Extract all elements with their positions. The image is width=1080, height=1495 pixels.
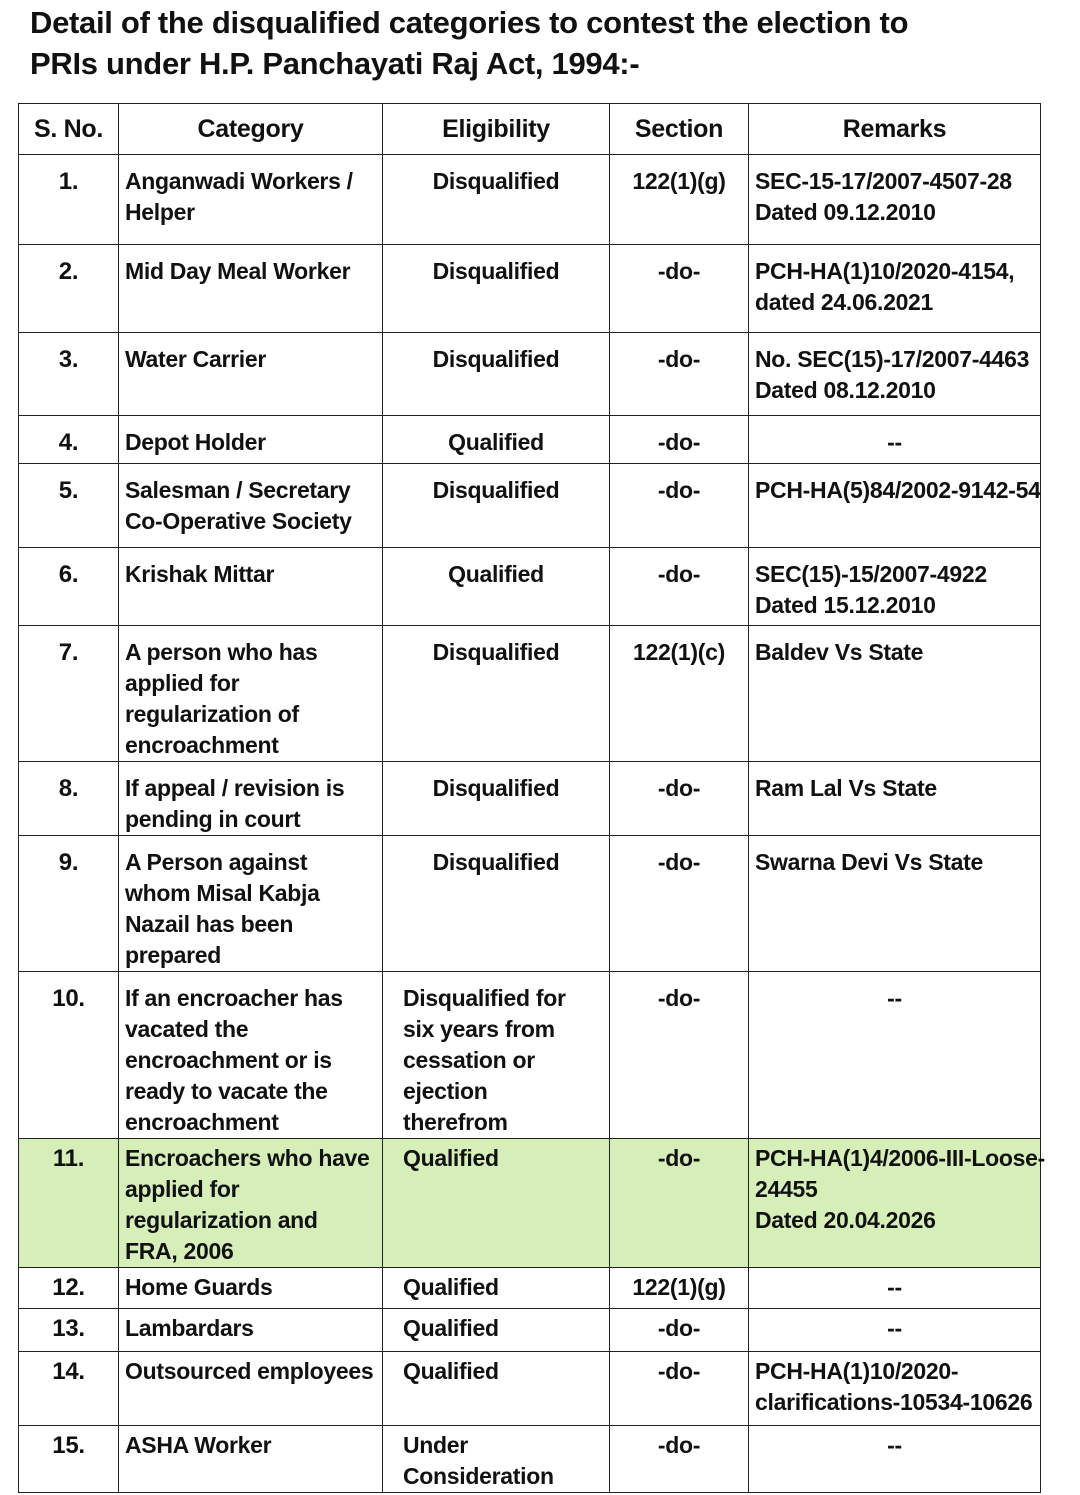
remarks-cell [749, 1352, 1041, 1426]
remarks-line: SEC-15-17/2007-4507-28 [755, 168, 1012, 194]
eligibility-line: Consideration [403, 1463, 554, 1489]
table-row [19, 1309, 1041, 1352]
eligibility-line: Disqualified [432, 477, 560, 503]
category-cell [119, 1139, 383, 1268]
title-line: PRIs under H.P. Panchayati Raj Act, 1994:- [30, 46, 640, 81]
category-line: Outsourced employees [125, 1358, 374, 1384]
remarks-cell [749, 416, 1041, 464]
remarks-line: SEC(15)-15/2007-4922 [755, 561, 987, 587]
eligibility-line: Disqualified [432, 775, 560, 801]
section-cell: -do- [610, 1309, 749, 1352]
remarks-line: PCH-HA(1)10/2020- [755, 1358, 959, 1384]
category-line: FRA, 2006 [125, 1238, 234, 1264]
category-line: encroachment [125, 1109, 279, 1135]
eligibility-cell [383, 972, 610, 1139]
eligibility-line: ejection [403, 1078, 488, 1104]
remarks-cell [749, 836, 1041, 972]
remarks-line: Baldev Vs State [755, 639, 924, 665]
remarks-cell [749, 1139, 1045, 1268]
serial-number-cell: 13. [19, 1309, 119, 1352]
table-row [19, 836, 1041, 972]
remarks-line: Ram Lal Vs State [755, 775, 937, 801]
category-cell [119, 836, 383, 972]
table-row [19, 1268, 1041, 1309]
remarks-cell [749, 762, 1041, 836]
category-line: regularization of [125, 701, 299, 727]
remarks-cell [749, 972, 1041, 1139]
serial-number-cell: 2. [19, 245, 119, 333]
remarks-cell [749, 548, 1041, 626]
header-category: Category [119, 104, 383, 155]
remarks-cell [749, 245, 1041, 333]
eligibility-cell [383, 416, 610, 464]
serial-number-cell: 8. [19, 762, 119, 836]
category-cell [119, 155, 383, 245]
table-row [19, 548, 1041, 626]
remarks-line: No. SEC(15)-17/2007-4463 [755, 346, 1030, 372]
remarks-line: Dated 09.12.2010 [755, 199, 936, 225]
serial-number-cell: 9. [19, 836, 119, 972]
category-line: Lambardars [125, 1315, 254, 1341]
table-row [19, 245, 1041, 333]
eligibility-line: six years from [403, 1016, 555, 1042]
remarks-line: -- [887, 429, 902, 455]
serial-number-cell: 12. [19, 1268, 119, 1309]
remarks-cell [749, 1268, 1041, 1309]
remarks-line: Dated 20.04.2026 [755, 1207, 936, 1233]
category-cell [119, 548, 383, 626]
remarks-line: -- [887, 1274, 902, 1300]
category-line: Helper [125, 199, 195, 225]
header-row [19, 104, 1041, 155]
eligibility-line: Disqualified [432, 168, 560, 194]
eligibility-cell [383, 1309, 610, 1352]
category-line: applied for [125, 670, 240, 696]
table-row [19, 464, 1041, 548]
category-cell [119, 626, 383, 762]
header-remarks: Remarks [749, 104, 1041, 155]
serial-number-cell: 1. [19, 155, 119, 245]
category-line: Depot Holder [125, 429, 266, 455]
category-line: Anganwadi Workers / [125, 168, 353, 194]
eligibility-cell [383, 762, 610, 836]
serial-number-cell: 3. [19, 333, 119, 416]
serial-number-cell: 11. [19, 1139, 119, 1268]
eligibility-cell [383, 333, 610, 416]
eligibility-line: therefrom [403, 1109, 508, 1135]
eligibility-cell [383, 245, 610, 333]
eligibility-line: Disqualified [432, 849, 560, 875]
serial-number-cell: 15. [19, 1426, 119, 1493]
category-line: pending in court [125, 806, 301, 832]
table-row [19, 155, 1041, 245]
section-cell: -do- [610, 1426, 749, 1493]
category-line: applied for [125, 1176, 240, 1202]
category-line: A Person against [125, 849, 308, 875]
category-line: whom Misal Kabja [125, 880, 320, 906]
category-line: Water Carrier [125, 346, 266, 372]
serial-number-cell: 10. [19, 972, 119, 1139]
section-cell: -do- [610, 1139, 749, 1268]
category-line: encroachment or is [125, 1047, 332, 1073]
remarks-cell [749, 626, 1041, 762]
category-line: encroachment [125, 732, 279, 758]
eligibility-cell [383, 836, 610, 972]
category-line: Encroachers who have [125, 1145, 370, 1171]
category-cell [119, 1352, 383, 1426]
category-line: Salesman / Secretary [125, 477, 351, 503]
table-row [19, 1426, 1041, 1493]
eligibility-cell [383, 1426, 610, 1493]
category-cell [119, 416, 383, 464]
section-cell: -do- [610, 548, 749, 626]
category-cell [119, 333, 383, 416]
table-body [19, 155, 1045, 1493]
remarks-line: -- [887, 985, 902, 1011]
category-line: Mid Day Meal Worker [125, 258, 351, 284]
section-cell: -do- [610, 464, 749, 548]
header-section: Section [610, 104, 749, 155]
eligibility-cell [383, 626, 610, 762]
category-line: If an encroacher has [125, 985, 343, 1011]
serial-number-cell: 5. [19, 464, 119, 548]
remarks-cell [749, 155, 1041, 245]
eligibility-line: Disqualified [432, 639, 560, 665]
category-line: vacated the [125, 1016, 249, 1042]
categories-table [18, 103, 1045, 1493]
serial-number-cell: 14. [19, 1352, 119, 1426]
category-cell [119, 1268, 383, 1309]
remarks-cell [749, 464, 1041, 548]
table-row [19, 1139, 1041, 1268]
page-title [30, 2, 1050, 84]
category-cell [119, 1309, 383, 1352]
remarks-cell [749, 1426, 1041, 1493]
eligibility-line: Qualified [448, 561, 544, 587]
remarks-cell [749, 333, 1041, 416]
eligibility-cell [383, 1139, 610, 1268]
category-line: Nazail has been [125, 911, 294, 937]
table-row [19, 333, 1041, 416]
section-cell: 122(1)(c) [610, 626, 749, 762]
remarks-cell [749, 1309, 1041, 1352]
category-cell [119, 1426, 383, 1493]
section-cell: -do- [610, 333, 749, 416]
serial-number-cell: 6. [19, 548, 119, 626]
category-line: If appeal / revision is [125, 775, 345, 801]
eligibility-line: Qualified [403, 1315, 499, 1341]
header-eligibility: Eligibility [383, 104, 610, 155]
remarks-line: 24455 [755, 1176, 818, 1202]
remarks-line: clarifications-10534-10626 [755, 1389, 1033, 1415]
eligibility-line: Disqualified for [403, 985, 566, 1011]
eligibility-line: Disqualified [432, 258, 560, 284]
remarks-line: -- [887, 1432, 902, 1458]
remarks-line: Swarna Devi Vs State [755, 849, 983, 875]
serial-number-cell: 7. [19, 626, 119, 762]
eligibility-line: Qualified [403, 1274, 499, 1300]
category-cell [119, 762, 383, 836]
serial-number-cell: 4. [19, 416, 119, 464]
category-cell [119, 972, 383, 1139]
remarks-line: Dated 15.12.2010 [755, 592, 936, 618]
eligibility-line: Qualified [448, 429, 544, 455]
table-row [19, 626, 1041, 762]
section-cell: -do- [610, 972, 749, 1139]
eligibility-cell [383, 155, 610, 245]
eligibility-cell [383, 464, 610, 548]
remarks-line: -- [887, 1315, 902, 1341]
section-cell: -do- [610, 245, 749, 333]
section-cell: 122(1)(g) [610, 1268, 749, 1309]
category-line: prepared [125, 942, 222, 968]
category-line: regularization and [125, 1207, 318, 1233]
table-row [19, 1352, 1041, 1426]
category-cell [119, 245, 383, 333]
remarks-line: Dated 08.12.2010 [755, 377, 936, 403]
remarks-line: dated 24.06.2021 [755, 289, 934, 315]
section-cell: -do- [610, 836, 749, 972]
table-row [19, 762, 1041, 836]
title-line: Detail of the disqualified categories to contest the election to [30, 5, 909, 40]
eligibility-cell [383, 548, 610, 626]
category-line: Co-Operative Society [125, 508, 352, 534]
category-cell [119, 464, 383, 548]
category-line: ASHA Worker [125, 1432, 272, 1458]
category-line: ready to vacate the [125, 1078, 328, 1104]
section-cell: -do- [610, 416, 749, 464]
table-row [19, 972, 1041, 1139]
eligibility-line: Disqualified [432, 346, 560, 372]
category-line: Krishak Mittar [125, 561, 275, 587]
eligibility-line: cessation or [403, 1047, 535, 1073]
table-row [19, 416, 1041, 464]
remarks-line: PCH-HA(1)4/2006-III-Loose- [755, 1145, 1045, 1171]
header-sno: S. No. [19, 104, 119, 155]
eligibility-line: Qualified [403, 1358, 499, 1384]
eligibility-cell [383, 1268, 610, 1309]
remarks-line: PCH-HA(5)84/2002-9142-54 [755, 477, 1041, 503]
eligibility-cell [383, 1352, 610, 1426]
category-line: Home Guards [125, 1274, 273, 1300]
eligibility-line: Under [403, 1432, 468, 1458]
section-cell: 122(1)(g) [610, 155, 749, 245]
section-cell: -do- [610, 762, 749, 836]
remarks-line: PCH-HA(1)10/2020-4154, [755, 258, 1015, 284]
eligibility-line: Qualified [403, 1145, 499, 1171]
category-line: A person who has [125, 639, 318, 665]
section-cell: -do- [610, 1352, 749, 1426]
